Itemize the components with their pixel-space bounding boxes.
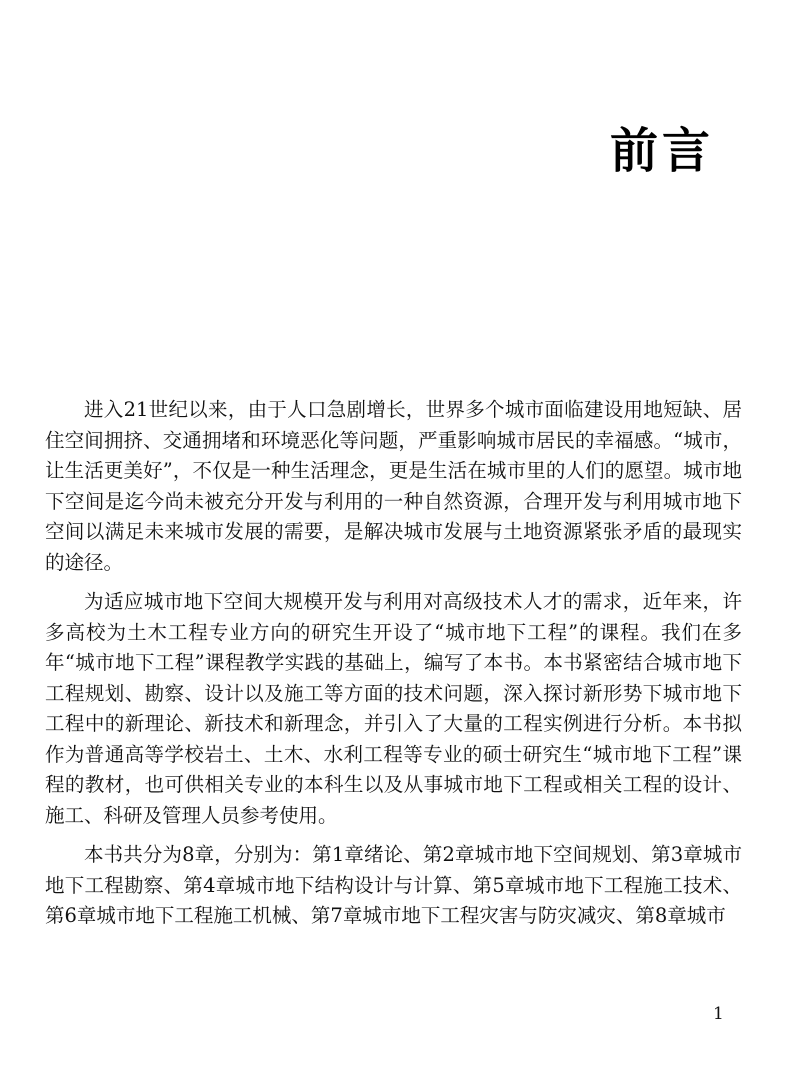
paragraph-1: 进入21世纪以来，由于人口急剧增长，世界多个城市面临建设用地短缺、居住空间拥挤、交通拥堵和环境恶化等问题，严重影响城市居民的幸福感。“城市，让生活更美好”，不仅是一种生活理念，更是生活在城市里的人们的愿望。城市地下空间是迄今尚未被充分开发与利用的一种自然资源，合理开发与利用城市地下空间以满足未来城市发展的需要，是解决城市发展与土地资源紧张矛盾的最现实的途径。	[45, 398, 742, 574]
page-title: 前言	[609, 123, 714, 179]
body-text	[45, 395, 742, 941]
paragraph-2: 为适应城市地下空间大规模开发与利用对高级技术人才的需求，近年来，许多高校为土木工程专业方向的研究生开设了“城市地下工程”的课程。我们在多年“城市地下工程”课程教学实践的基础上，编写了本书。本书紧密结合城市地下工程规划、勘察、设计以及施工等方面的技术问题，深入探讨新形势下城市地下工程中的新理论、新技术和新理念，并引入了大量的工程实例进行分析。本书拟作为普通高等学校岩土、土木、水利工程等专业的硕士研究生“城市地下工程”课程的教材，也可供相关专业的本科生以及从事城市地下工程或相关工程的设计、施工、科研及管理人员参考使用。	[45, 590, 742, 827]
page-number: 1	[713, 1004, 724, 1024]
paragraph-3: 本书共分为8章，分别为：第1章绪论、第2章城市地下空间规划、第3章城市地下工程勘察、第4章城市地下结构设计与计算、第5章城市地下工程施工技术、第6章城市地下工程施工机械、第7章城市地下工程灾害与防灾减灾、第8章城市	[45, 843, 742, 927]
